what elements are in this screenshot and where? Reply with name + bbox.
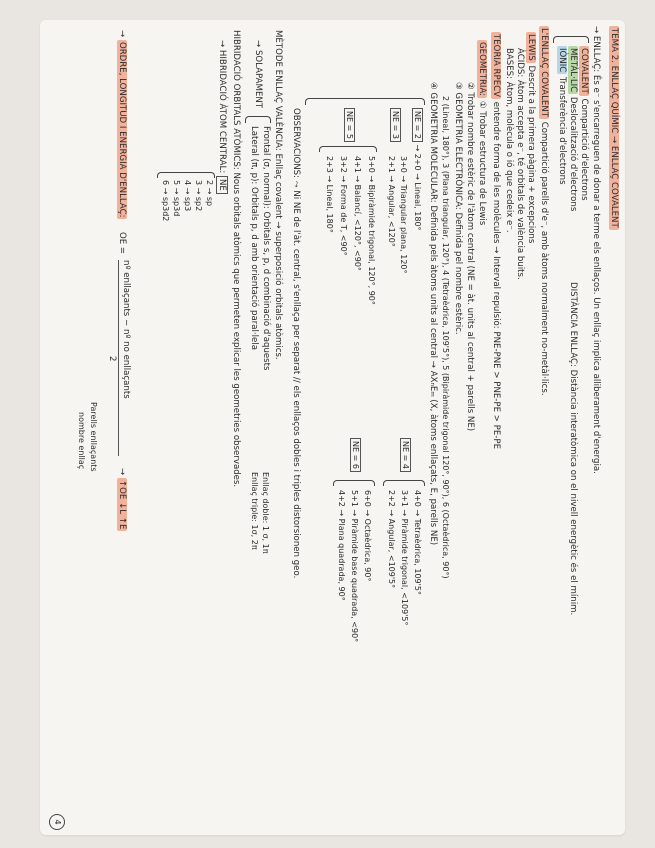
geometria-step3: ③ GEOMETRIA ELECTRÒNICA: Definida pel nombre estèric. bbox=[453, 82, 463, 335]
hibridacio-bracket bbox=[157, 172, 215, 178]
ne6-item0: 6+0 → Octaèdrica, 90° bbox=[363, 490, 372, 582]
rpecv-desc: entendre forma de les molècules → Interval repulsió: PNE-PNE > PNE-PE > PE-PE bbox=[491, 101, 501, 450]
geometria-step2: ② Trobar nombre estèric de l'àtom central (NE = àt. units al central + parells NE) bbox=[465, 82, 475, 432]
ne4-bracket bbox=[383, 480, 425, 486]
hibridacio-head: HIBRIDACIÓ ORBITALS ATÒMICS: Nous orbitals atòmics que permeten explicar les geometries observades. bbox=[231, 30, 241, 488]
hibridacio-item0: 2 → sp bbox=[205, 180, 214, 207]
ordre-line: → ORDRE, LONGITUD I ENERGIA D'ENLLAÇ: bbox=[117, 30, 127, 218]
notebook-page bbox=[40, 20, 625, 835]
type-covalent-desc: Compartició d'electrons bbox=[579, 98, 589, 201]
geometria-step3b: 2 (Lineal, 180°), 3 (Plana triangular, 120°), 4 (Tetraèdrica, 109'5°), 5 (Bipiràmide trigonal 120°, 90°), 6 (Octaèdrica, 90°) bbox=[441, 96, 450, 579]
type-covalent bbox=[578, 46, 589, 201]
type-covalent-name: COVALENT bbox=[579, 48, 589, 94]
lewis-desc: Descrit a la primera pàgina + excepcions bbox=[526, 65, 536, 244]
type-metallic-desc: Deslocalització d'electrons bbox=[568, 96, 578, 212]
type-metallic-name: METÀL·LIC bbox=[568, 48, 578, 93]
distancia-enllac: DISTÀNCIA ENLLAÇ: Distància interatòmica on el nivell energètic és el mínim. bbox=[568, 282, 578, 616]
ordre-note1: Parells enllaçants bbox=[89, 402, 98, 472]
ne5-item0: 5+0 → Bipiràmide trigonal, 120°, 90° bbox=[367, 156, 376, 305]
ne3-item0: 3+0 → Triangular plana, 120° bbox=[399, 156, 408, 274]
ne2-label: NE = 2 bbox=[412, 108, 423, 142]
metode-head: MÈTODE ENLLAÇ VALÈNCIA: Enllaç covalent → superposició orbitals atòmics. bbox=[273, 30, 283, 360]
hibridacio-item2: 4 → sp3 bbox=[183, 180, 192, 212]
ne3-item1: 2+1 → Angular, <120° bbox=[387, 156, 396, 247]
type-ionic bbox=[556, 46, 567, 185]
covalent-desc: Compartició parells d'e⁻, amb àtoms normalment no-metàl·lics. bbox=[539, 121, 549, 396]
page-number: 4 bbox=[49, 814, 65, 830]
hibridacio-sub-line bbox=[216, 40, 227, 194]
type-ionic-name: IÒNIC bbox=[557, 48, 567, 73]
ne5-label-text: NE = 5 bbox=[344, 108, 355, 142]
ordre-oe: OE = bbox=[117, 232, 127, 255]
lewis-acids: ÀCIDS: Àtom accepta e⁻, té orbitals de valència buits. bbox=[515, 48, 525, 280]
ne6-label-text: NE = 6 bbox=[350, 438, 361, 472]
lewis-head: LEWIS bbox=[526, 34, 536, 61]
fraction-rule bbox=[118, 260, 119, 456]
ordre-numerator: nº enllaçants − nº no enllaçants bbox=[121, 260, 131, 399]
solapament-label: → SOLAPAMENT bbox=[253, 40, 263, 109]
observacions: OBSERVACIONS: ⤳ Ni NE de l'àt. central, s'enllaça per separat // els enllaços dobles i triples distorsionen geo. bbox=[291, 108, 301, 579]
geometria-line bbox=[476, 40, 487, 225]
type-ionic-desc: Transferència d'electrons bbox=[557, 77, 567, 185]
ne4-item1: 3+1 → Piràmide trigonal, <109'5° bbox=[400, 490, 409, 626]
solapament-bracket bbox=[245, 116, 271, 123]
enllac-intro: → ENLLAÇ: És e⁻ s'encarreguen de donar a terme els enllaços. Un enllaç implica alliberament d'energia. bbox=[591, 26, 601, 474]
ne5-item3: 2+3 → Lineal, 180° bbox=[325, 156, 334, 233]
title-line bbox=[608, 26, 619, 230]
lewis-line bbox=[525, 32, 536, 243]
ne3-label bbox=[390, 108, 401, 142]
hibridacio-sub: → HIBRIDACIÓ ÀTOM CENTRAL: bbox=[217, 40, 227, 174]
lewis-bases: BASES: Àtom, molècula o ió que cedeix e⁻. bbox=[504, 48, 514, 233]
type-metallic bbox=[567, 46, 578, 211]
hibridacio-item3: 5 → sp3d bbox=[172, 180, 181, 217]
ordre-toe: ↑OE ↓L ↑E bbox=[117, 479, 127, 530]
hibridacio-item1: 3 → sp2 bbox=[194, 180, 203, 212]
rotated-notes bbox=[40, 20, 625, 835]
ne4-label bbox=[400, 438, 411, 472]
ordre-denominator: 2 bbox=[107, 356, 117, 362]
metode-right1: Enllaç doble: 1 σ, 1π bbox=[261, 472, 270, 554]
ne4-item2: 2+2 → Angular, <109'5° bbox=[387, 490, 396, 589]
rpecv-head: TEORIA RPECV bbox=[491, 34, 501, 98]
ne5-label bbox=[344, 108, 355, 142]
ne6-item1: 5+1 → Piràmide base quadrada, <90° bbox=[350, 490, 359, 643]
solapament-lateral: Lateral (π, p): Orbitals p, d amb orientació paral·lela bbox=[249, 126, 259, 350]
ne3-label-text: NE = 3 bbox=[390, 108, 401, 142]
ne6-bracket bbox=[333, 480, 375, 486]
page-title: TEMA 2. ENLLAÇ QUÍMIC → ENLLAÇ COVALENT bbox=[609, 28, 619, 228]
solapament-frontal: Frontal (σ, normal): Orbitals s, p, d combinació d'aquests bbox=[261, 126, 271, 371]
ordre-note2: nombre enllaç bbox=[77, 412, 86, 470]
ne2-item0: 2+0 → Lineal, 180° bbox=[413, 153, 422, 231]
ordre-head: ORDRE, LONGITUD I ENERGIA D'ENLLAÇ: bbox=[117, 41, 127, 218]
ne5-item1: 4+1 → Balancí, <120°, <90° bbox=[353, 156, 362, 271]
ne6-label bbox=[350, 438, 361, 472]
hibridacio-ne: NE bbox=[216, 176, 228, 194]
metode-right2: Enllaç triple: 1σ, 2π bbox=[250, 472, 259, 550]
ne2-row: NE = 2 → 2+0 → Lineal, 180° bbox=[412, 108, 423, 231]
ordre-toe-line: → ↑OE ↓L ↑E bbox=[117, 468, 127, 530]
covalent-head: L'ENLLAÇ COVALENT bbox=[539, 28, 549, 117]
solapament-text: SOLAPAMENT bbox=[253, 49, 263, 109]
ne4-label-text: NE = 4 bbox=[400, 438, 411, 472]
geometria-label: GEOMETRIA: bbox=[477, 42, 487, 97]
types-bracket bbox=[553, 36, 589, 43]
rpecv-line bbox=[490, 32, 501, 449]
geometria-step1: ① Trobar estructura de Lewis bbox=[477, 100, 487, 226]
ne5-item2: 3+2 → Forma de T, <90° bbox=[339, 156, 348, 256]
geometria-step4: ④ GEOMETRIA MOLECULAR: Definida pels àtoms units al central → AXₙEₘ (X, àtoms enllaçats, E, parells NE) bbox=[428, 82, 438, 546]
ne6-item2: 4+2 → Plana quadrada, 90° bbox=[337, 490, 346, 601]
ne5-bracket bbox=[319, 146, 377, 152]
ne-left-bracket bbox=[305, 98, 425, 105]
hibridacio-item4: 6 → sp3d2 bbox=[161, 180, 170, 222]
ne4-item0: 4+0 → Tetraèdrica, 109'5° bbox=[413, 490, 422, 595]
covalent-line bbox=[538, 26, 549, 396]
